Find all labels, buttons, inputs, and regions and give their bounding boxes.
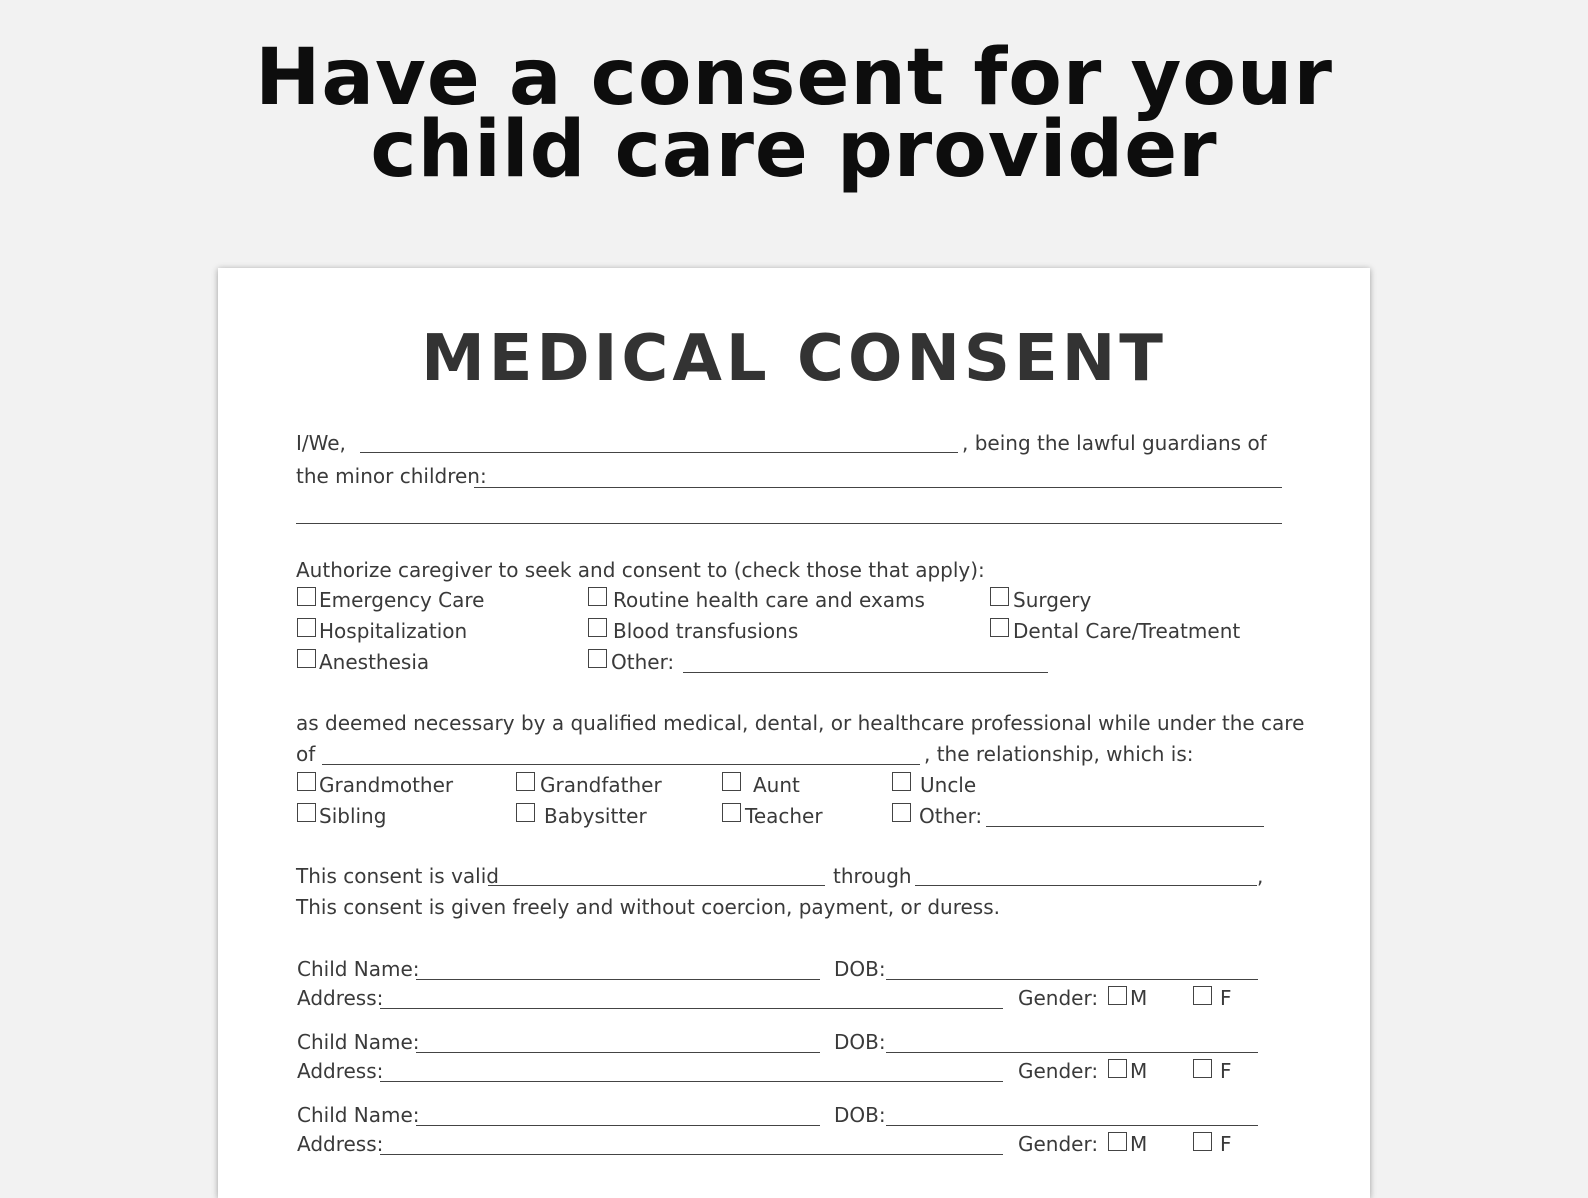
dob-label: DOB: bbox=[834, 957, 886, 981]
headline-line-2: child care provider bbox=[370, 105, 1218, 195]
minor-children-field-2[interactable] bbox=[296, 523, 1282, 524]
dental-care-label: Dental Care/Treatment bbox=[1013, 619, 1241, 643]
gender-m-label: M bbox=[1130, 986, 1148, 1010]
valid-comma: , bbox=[1257, 864, 1264, 888]
relationship-other-label: Other: bbox=[919, 804, 983, 828]
relationship-text: , the relationship, which is: bbox=[924, 742, 1194, 766]
child-name-field[interactable] bbox=[416, 1052, 820, 1053]
gender-m-checkbox[interactable] bbox=[1108, 1132, 1127, 1151]
surgery-label: Surgery bbox=[1013, 588, 1092, 612]
address-label: Address: bbox=[297, 1059, 384, 1083]
blood-transfusions-label: Blood transfusions bbox=[613, 619, 799, 643]
routine-care-label: Routine health care and exams bbox=[613, 588, 925, 612]
surgery-checkbox[interactable] bbox=[990, 587, 1009, 606]
gender-f-label: F bbox=[1220, 1059, 1232, 1083]
gender-f-checkbox[interactable] bbox=[1193, 1059, 1212, 1078]
gender-m-checkbox[interactable] bbox=[1108, 1059, 1127, 1078]
guardian-names-field[interactable] bbox=[360, 452, 958, 453]
address-label: Address: bbox=[297, 1132, 384, 1156]
gender-m-checkbox[interactable] bbox=[1108, 986, 1127, 1005]
child-name-field[interactable] bbox=[416, 979, 820, 980]
headline-line-1: Have a consent for your bbox=[255, 33, 1333, 123]
authorize-other-label: Other: bbox=[611, 650, 675, 674]
gender-m-label: M bbox=[1130, 1132, 1148, 1156]
gender-label: Gender: bbox=[1018, 986, 1099, 1010]
grandmother-label: Grandmother bbox=[319, 773, 454, 797]
caregiver-name-field[interactable] bbox=[322, 764, 920, 765]
minor-children-label: the minor children: bbox=[296, 464, 487, 488]
hospitalization-checkbox[interactable] bbox=[297, 618, 316, 637]
sibling-label: Sibling bbox=[319, 804, 387, 828]
guardians-text: , being the lawful guardians of bbox=[962, 431, 1267, 455]
emergency-care-label: Emergency Care bbox=[319, 588, 485, 612]
teacher-label: Teacher bbox=[745, 804, 823, 828]
grandfather-checkbox[interactable] bbox=[516, 772, 535, 791]
anesthesia-checkbox[interactable] bbox=[297, 649, 316, 668]
address-field[interactable] bbox=[380, 1154, 1003, 1155]
child-name-label: Child Name: bbox=[297, 1103, 420, 1127]
gender-f-checkbox[interactable] bbox=[1193, 986, 1212, 1005]
blood-transfusions-checkbox[interactable] bbox=[588, 618, 607, 637]
headline bbox=[0, 33, 1588, 195]
dental-care-checkbox[interactable] bbox=[990, 618, 1009, 637]
address-label: Address: bbox=[297, 986, 384, 1010]
grandmother-checkbox[interactable] bbox=[297, 772, 316, 791]
child-name-label: Child Name: bbox=[297, 957, 420, 981]
gender-f-checkbox[interactable] bbox=[1193, 1132, 1212, 1151]
emergency-care-checkbox[interactable] bbox=[297, 587, 316, 606]
authorize-other-checkbox[interactable] bbox=[588, 649, 607, 668]
address-field[interactable] bbox=[380, 1081, 1003, 1082]
child-name-label: Child Name: bbox=[297, 1030, 420, 1054]
gender-f-label: F bbox=[1220, 1132, 1232, 1156]
dob-label: DOB: bbox=[834, 1030, 886, 1054]
iwe-label: I/We, bbox=[296, 431, 346, 455]
form-title: MEDICAL CONSENT bbox=[421, 322, 1167, 396]
sibling-checkbox[interactable] bbox=[297, 803, 316, 822]
gender-m-label: M bbox=[1130, 1059, 1148, 1083]
minor-children-field[interactable] bbox=[474, 487, 1282, 488]
babysitter-checkbox[interactable] bbox=[516, 803, 535, 822]
routine-care-checkbox[interactable] bbox=[588, 587, 607, 606]
dob-field[interactable] bbox=[886, 1052, 1258, 1053]
valid-from-field[interactable] bbox=[488, 885, 825, 886]
relationship-other-field[interactable] bbox=[986, 826, 1264, 827]
consent-form-sheet bbox=[218, 268, 1370, 1198]
gender-f-label: F bbox=[1220, 986, 1232, 1010]
uncle-checkbox[interactable] bbox=[892, 772, 911, 791]
hospitalization-label: Hospitalization bbox=[319, 619, 468, 643]
valid-label: This consent is valid bbox=[296, 864, 499, 888]
dob-label: DOB: bbox=[834, 1103, 886, 1127]
grandfather-label: Grandfather bbox=[540, 773, 662, 797]
babysitter-label: Babysitter bbox=[544, 804, 647, 828]
gender-label: Gender: bbox=[1018, 1059, 1099, 1083]
through-label: through bbox=[833, 864, 912, 888]
dob-field[interactable] bbox=[886, 979, 1258, 980]
teacher-checkbox[interactable] bbox=[722, 803, 741, 822]
care-of-label: of bbox=[296, 742, 316, 766]
aunt-label: Aunt bbox=[753, 773, 800, 797]
authorize-heading: Authorize caregiver to seek and consent to (check those that apply): bbox=[296, 558, 985, 582]
gender-label: Gender: bbox=[1018, 1132, 1099, 1156]
freely-text: This consent is given freely and without coercion, payment, or duress. bbox=[296, 895, 1000, 919]
valid-through-field[interactable] bbox=[915, 885, 1257, 886]
child-name-field[interactable] bbox=[416, 1125, 820, 1126]
aunt-checkbox[interactable] bbox=[722, 772, 741, 791]
care-text-line-1: as deemed necessary by a qualified medical, dental, or healthcare professional while under the care bbox=[296, 711, 1305, 735]
dob-field[interactable] bbox=[886, 1125, 1258, 1126]
address-field[interactable] bbox=[380, 1008, 1003, 1009]
anesthesia-label: Anesthesia bbox=[319, 650, 430, 674]
relationship-other-checkbox[interactable] bbox=[892, 803, 911, 822]
uncle-label: Uncle bbox=[920, 773, 977, 797]
authorize-other-field[interactable] bbox=[683, 672, 1048, 673]
